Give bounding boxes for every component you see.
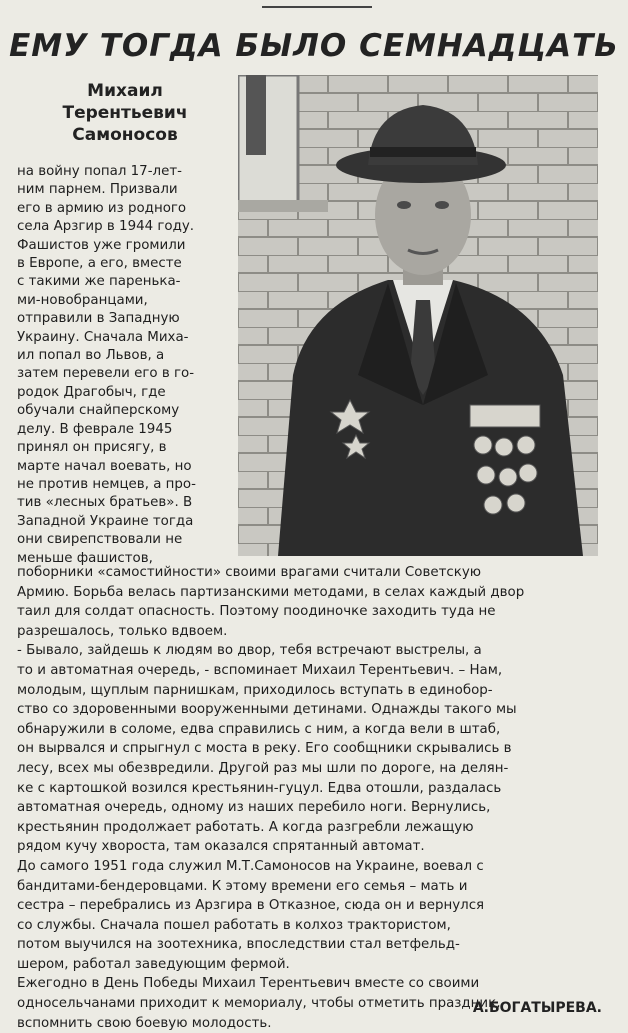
- column-line: затем перевели его в го-: [17, 366, 195, 382]
- patronymic: Терентьевич: [62, 103, 188, 123]
- body-line: молодым, щуплым парнишкам, приходилось вступать в единобор-: [17, 682, 493, 698]
- column-line: села Арзгир в 1944 году.: [17, 219, 195, 235]
- headline: ЕМУ ТОГДА БЫЛО СЕМНАДЦАТЬ: [9, 28, 619, 64]
- column-line: отправили в Западную: [17, 311, 180, 327]
- body-line: он вырвался и спрыгнул с моста в реку. Его сообщники скрывались в: [17, 741, 512, 757]
- body-line: обнаружили в соломе, едва справились с ним, а когда вели в штаб,: [17, 721, 501, 737]
- body-line: со службы. Сначала пошел работать в колхоз трактористом,: [17, 917, 451, 933]
- column-line: принял он присягу, в: [17, 440, 167, 456]
- column-text: [17, 163, 231, 568]
- body-line: ство со здоровенными вооруженными детинами. Однажды такого мы: [17, 702, 517, 718]
- column-line: его в армию из родного: [17, 200, 187, 216]
- column-line: тив «лесных братьев». В: [17, 495, 193, 511]
- column-line: меньше фашистов,: [17, 550, 153, 566]
- column-line: родок Драгобыч, где: [17, 384, 166, 400]
- column-line: обучали снайперскому: [17, 403, 180, 419]
- column-line: Украину. Сначала Миха-: [17, 329, 189, 345]
- body-line: сестра – перебрались из Арзгира в Отказное, сюда он и вернулся: [17, 898, 485, 914]
- column-line: они свирепствовали не: [17, 532, 183, 548]
- body-line: ке с картошкой возился крестьянин-гуцул. Едва отошли, раздалась: [17, 780, 502, 796]
- veteran-photo: [238, 75, 598, 556]
- body-line: До самого 1951 года служил М.Т.Самоносов на Украине, воевал с: [17, 858, 484, 874]
- column-line: не против немцев, а про-: [17, 476, 196, 492]
- body-line: шером, работал заведующим фермой.: [17, 956, 290, 972]
- first-name: Михаил: [87, 81, 163, 101]
- body-line: Ежегодно в День Победы Михаил Терентьевич вместе со своими: [17, 976, 480, 992]
- body-line: - Бывало, зайдешь к людям во двор, тебя встречают выстрелы, а: [17, 643, 482, 659]
- body-line: вспомнить свою боевую молодость.: [17, 1015, 272, 1031]
- author-signature: А.БОГАТЫРЕВА.: [472, 1000, 602, 1016]
- body-line: разрешалось, только вдвоем.: [17, 623, 228, 639]
- body-line: поборники «самостийности» своими врагами считали Советскую: [17, 565, 482, 580]
- column-line: делу. В феврале 1945: [17, 421, 173, 437]
- column-line: Западной Украине тогда: [17, 513, 194, 529]
- body-line: Армию. Борьба велась партизанскими методами, в селах каждый двор: [17, 584, 525, 600]
- body-line: лесу, всех мы обезвредили. Другой раз мы шли по дороге, на делян-: [17, 760, 509, 776]
- body-line: то и автоматная очередь, - вспоминает Михаил Терентьевич. – Нам,: [17, 662, 503, 678]
- body-line: таил для солдат опасность. Поэтому поодиночке заходить туда не: [17, 604, 496, 620]
- column-line: марте начал воевать, но: [17, 458, 192, 474]
- column-line: в Европе, а его, вместе: [17, 256, 182, 272]
- column-line: на войну попал 17-лет-: [17, 164, 182, 179]
- body-line: рядом кучу хвороста, там оказался спрятанный автомат.: [17, 839, 425, 855]
- veteran-portrait: [238, 75, 598, 556]
- surname: Самоносов: [72, 125, 178, 145]
- article-body: [17, 563, 617, 1033]
- column-line: ил попал во Львов, а: [17, 348, 165, 364]
- column-line: ми-новобранцами,: [17, 292, 148, 308]
- column-line: Фашистов уже громили: [17, 237, 186, 253]
- person-name: [20, 80, 230, 146]
- column-line: ним парнем. Призвали: [17, 182, 178, 198]
- top-rule: [262, 0, 372, 8]
- column-line: с такими же паренька-: [17, 274, 181, 290]
- body-line: крестьянин продолжает работать. А когда разгребли лежащую: [17, 819, 474, 835]
- body-line: автоматная очередь, одному из наших перебило ноги. Вернулись,: [17, 800, 491, 816]
- body-line: бандитами-бендеровцами. К этому времени его семья – мать и: [17, 878, 468, 894]
- body-line: односельчанами приходит к мемориалу, чтобы отметить праздник,: [17, 996, 501, 1012]
- body-line: потом выучился на зоотехника, впоследствии стал ветфельд-: [17, 937, 460, 953]
